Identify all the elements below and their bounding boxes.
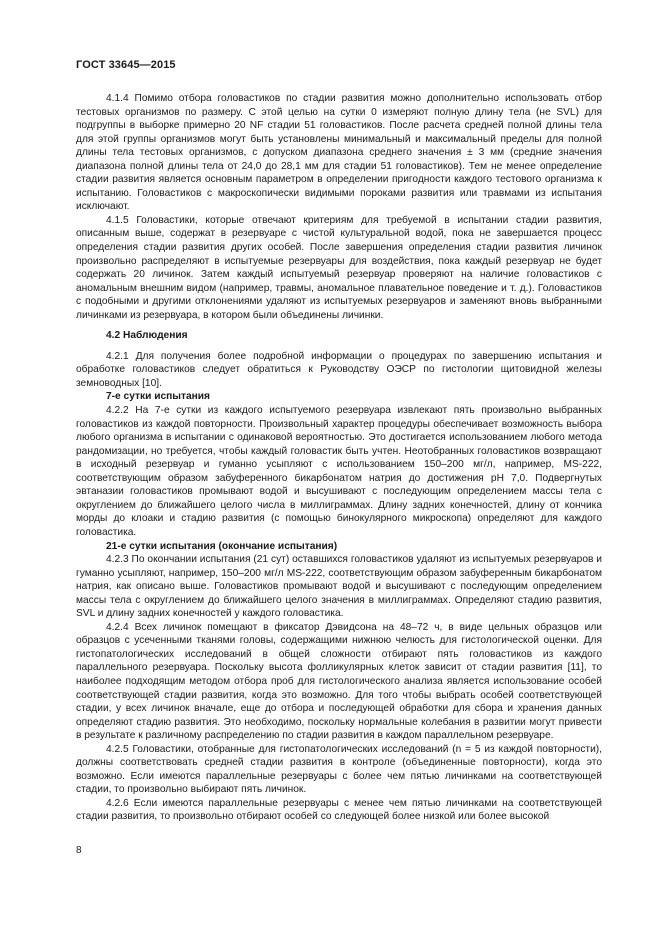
paragraph-4-2-4: 4.2.4 Всех личинок помещают в фиксатор Дэвидсона на 48–72 ч, в виде цельных образцов или образцов с усеченными тканями головы, содержащими нижнюю челюсть для гистологической оценки. Для гистопатологических исследований в общей сложности отбирают пять головастиков из каждого параллельного резервуара. Поскольку высота фолликулярных клеток зависит от стадии развития [11], то наиболее подходящим методом отбора проб для гистологического анализа является использование особей соответствующей стадии развития, когда это возможно. Для того чтобы выбрать особей соответствующей стадии, у всех личинок вначале, еще до отбора и последующей обработки для сбора и хранения данных определяют стадию развития. Это необходимо, поскольку нормальные колебания в развитии могут привести в результате к различному распределению по стадии развития в каждом параллельном резервуаре.: [76, 621, 602, 742]
paragraph-4-2-6: 4.2.6 Если имеются параллельные резервуары с менее чем пятью личинками на соответствующей стадии развития, то произвольно отбирают особей со следующей более низкой или более высокой: [76, 797, 602, 823]
paragraph-4-1-5: 4.1.5 Головастики, которые отвечают критериям для требуемой в испытании стадии развития, описанным выше, содержат в резервуаре с чистой культуральной водой, пока не завершается процесс определения стадии развития других особей. После завершения определения стадии развития личинок произвольно распределяют в испытуемые резервуары для воздействия, пока каждый резервуар не будет содержать 20 личинок. Затем каждый испытуемый резервуар проверяют на наличие головастиков с аномальным внешним видом (например, травмы, аномальное плавательное поведение и т. д.). Головастиков с подобными и другими отклонениями удаляют из испытуемых резервуаров и заменяют вновь выбранными личинками из резервуара, в котором были объединены личинки.: [76, 214, 602, 321]
paragraph-4-2-3: 4.2.3 По окончании испытания (21 сут) оставшихся головастиков удаляют из испытуемых резервуаров и гуманно усыпляют, например, 150–200 мг/л MS-222, соответствующим образом забуференным бикарбонатом натрия, как описано выше. Головастиков промывают водой и высушивают с последующим определением массы тела с округлением до ближайшего целого значения в миллиграммах. Определяют стадию развития, SVL и длину задних конечностей у каждого головастика.: [76, 554, 602, 620]
subheading-day-7: 7-е сутки испытания: [106, 391, 210, 403]
section-heading-4-2: 4.2 Наблюдения: [106, 330, 188, 342]
subheading-day-21: 21-е сутки испытания (окончание испытания): [106, 540, 338, 552]
paragraph-4-2-1: 4.2.1 Для получения более подробной информации о процедурах по завершению испытания и обработке головастиков следует обратиться к Руководству ОЭСР по гистологии щитовидной железы земноводных [10].: [76, 350, 602, 389]
document-body: [76, 92, 602, 824]
page-number: 8: [76, 845, 82, 856]
paragraph-4-1-4: 4.1.4 Помимо отбора головастиков по стадии развития можно дополнительно использовать отбор тестовых организмов по размеру. С этой целью на сутки 0 измеряют полную длину тела (не SVL) для подгруппы в выборке примерно 20 NF стадии 51 головастиков. После расчета средней полной длины тела для этой группы организмов могут быть установлены минимальный и максимальный пределы для полной длины тела тестовых организмов, с допуском диапазона среднего значения ± 3 мм (средние значения диапазона полной длины тела от 24,0 до 28,1 мм для стадии 51 головастиков). Тем не менее определение стадии развития является основным параметром в определении пригодности каждого тестового организма к испытанию. Головастиков с макроскопически видимыми пороками развития или травмами из испытания исключают.: [76, 93, 602, 213]
standard-designation: ГОСТ 33645—2015: [76, 59, 176, 71]
paragraph-4-2-5: 4.2.5 Головастики, отобранные для гистопатологических исследований (n = 5 из каждой повторности), должны соответствовать средней стадии развития в контроле (объединенные повторности), когда это возможно. Если имеются параллельные резервуары с более чем пятью личинками на соответствующей стадии, то произвольно выбирают пять личинок.: [76, 743, 602, 796]
paragraph-4-2-2: 4.2.2 На 7-е сутки из каждого испытуемого резервуара извлекают пять произвольно выбранных головастиков из каждой повторности. Произвольный характер процедуры обеспечивает возможность выбора любого организма в испытании с одинаковой вероятностью. Это достигается использованием любого метода рандомизации, но требуется, чтобы каждый головастик быть учтен. Неотобранных головастиков возвращают в исходный резервуар и гуманно усыпляют с использованием 150–200 мг/л, например, MS-222, соответствующим образом забуференного бикарбонатом натрия до достижения pH 7,0. Подвергнутых эвтаназии головастиков промывают водой и высушивают с последующим определением массы тела с округлением до ближайшего целого числа в миллиграммах. Длину задних конечностей, длину от кончика морды до клоаки и стадию развития (с помощью бинокулярного микроскопа) определяют для каждого головастика.: [76, 405, 602, 538]
